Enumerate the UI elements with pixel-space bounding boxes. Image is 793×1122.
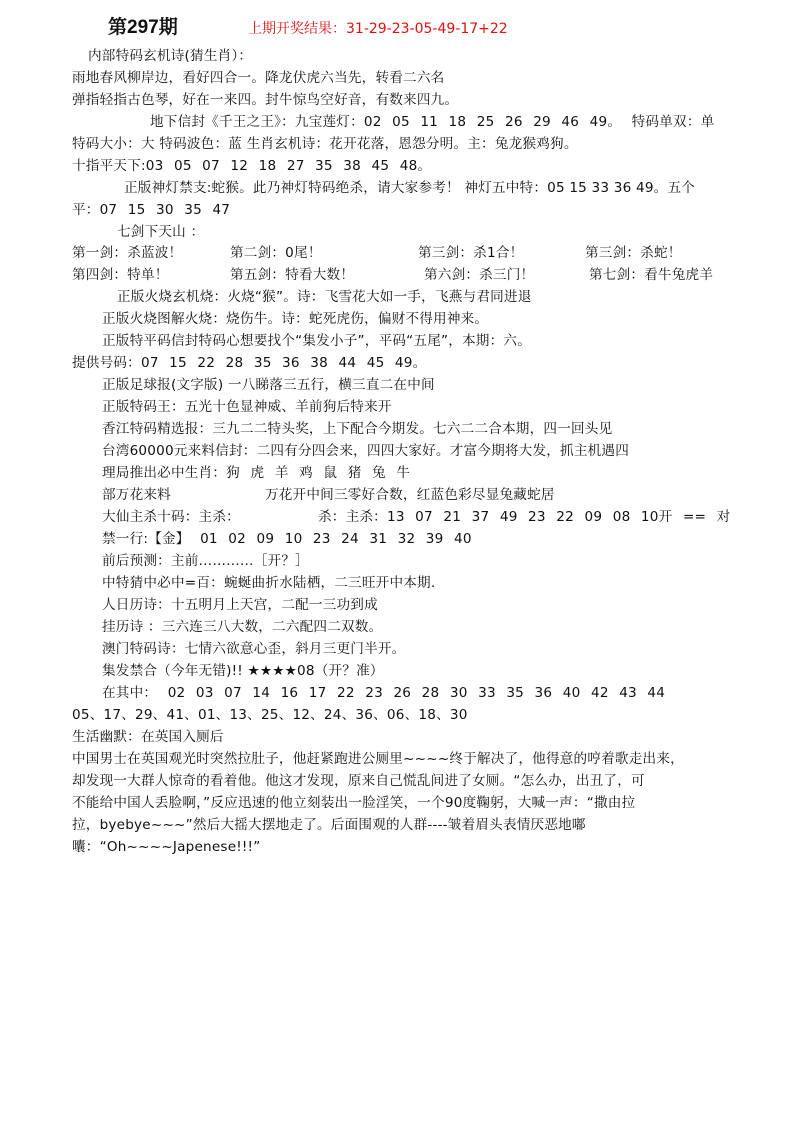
sword-item: 第三剑：杀1合！ [418, 245, 524, 261]
text-line: 05、17、29、41、01、13、25、12、24、36、06、18、30 [72, 707, 468, 723]
sword-item: 第七剑：看牛兔虎羊 [589, 267, 714, 283]
text-line: 正版特码王：五光十色显神威、羊前狗后特来开 [102, 399, 392, 415]
sword-item: 第六剑：杀三门！ [424, 267, 535, 283]
sword-item: 第四剑：特单！ [72, 267, 169, 283]
text-line: 中特猜中必中=百：蜿蜒曲折水陆栖，二三旺开中本期. [102, 575, 436, 591]
previous-result [248, 18, 508, 38]
text-line: 挂历诗 ：三六连三八大数，二六配四二双数。 [102, 619, 383, 635]
text-line: 弹指轻指古色琴，好在一来四。封牛惊鸟空好音，有数来四九。 [72, 92, 459, 108]
daxian-label: 大仙主杀十码：主杀： [102, 509, 240, 525]
section-heading: 内部特码玄机诗(猜生肖）： [88, 48, 253, 64]
text-line: 人日历诗：十五明月上天宫，二配一三功到成 [102, 597, 378, 613]
sword-item: 第五剑：特看大数！ [230, 267, 355, 283]
sword-item: 第三剑：杀蛇！ [585, 245, 682, 261]
daxian-text: 杀：主杀：13 07 21 37 49 23 22 09 08 10开 == 对 [318, 509, 731, 525]
text-line: 禁一行:【金】 01 02 09 10 23 24 31 32 39 40 [102, 531, 472, 547]
wanhua-text: 万花开中间三零好合数，红蓝色彩尽显兔藏蛇居 [265, 487, 555, 503]
sword-item: 第二剑：0尾！ [230, 245, 322, 261]
text-line: 台湾60000元来料信封：二四有分四会来，四四大家好。才富今期将大发，抓主机遇四 [102, 443, 630, 459]
issue-number: 第297期 [108, 17, 178, 38]
text-line: 集发禁合（今年无错)!! ★★★★08（开？准） [102, 663, 384, 679]
text-line: 中国男士在英国观光时突然拉肚子，他赶紧跑进公厕里~~~~终于解决了，他得意的哼着歌走出来， [72, 751, 684, 767]
text-line: 正版神灯禁支:蛇猴。此乃神灯特码绝杀，请大家参考！ 神灯五中特：05 15 33 36 49。五个 [124, 180, 696, 196]
text-line: 囔：“Oh~~~~Japenese!!!” [72, 839, 261, 855]
text-line: 正版足球报(文字版) 一八睇落三五行，横三直二在中间 [102, 377, 435, 393]
text-line: 正版火烧图解火烧：烧伤牛。诗：蛇死虎伤，偏财不得用神来。 [102, 311, 489, 327]
wanhua-label: 部万花来料 [102, 487, 171, 503]
text-line: 提供号码：07 15 22 28 35 36 38 44 45 49。 [72, 355, 427, 371]
sword-item: 第一剑：杀蓝波！ [72, 245, 183, 261]
text-line: 前后预测：主前…………［开？］ [102, 553, 309, 569]
text-line: 特码大小：大 特码波色：蓝 生肖玄机诗：花开花落，恩怨分明。主：兔龙猴鸡狗。 [72, 136, 578, 152]
text-line: 澳门特码诗：七情六欲意心歪，斜月三更门半开。 [102, 641, 406, 657]
text-line: 正版火烧玄机烧：火烧“猴”。诗：飞雪花大如一手，飞燕与君同进退 [117, 289, 532, 305]
text-line: 正版特平码信封特码心想要找个“集发小子”，平码“五尾”，本期：六。 [102, 333, 531, 349]
text-line: 拉，byebye~~~”然后大摇大摆地走了。后面围观的人群----皱着眉头表情厌恶地嘟 [72, 817, 586, 833]
text-line: 在其中： 02 03 07 14 16 17 22 23 26 28 30 33 35 36 40 42 43 44 [102, 685, 666, 701]
text-line: 平：07 15 30 35 47 [72, 202, 231, 218]
text-line: 雨地春风柳岸边，看好四合一。降龙伏虎六当先，转看二六名 [72, 70, 445, 86]
text-line: 地下信封《千王之王》：九宝莲灯：02 05 11 18 25 26 29 46 49。 特码单双：单 [150, 114, 715, 130]
text-line: 香江特码精选报：三九二二特头奖，上下配合今期发。七六二二合本期，四一回头见 [102, 421, 613, 437]
text-line: 十指平天下:03 05 07 12 18 27 35 38 45 48。 [72, 158, 432, 174]
text-line: 不能给中国人丢脸啊，”反应迅速的他立刻装出一脸淫笑，一个90度鞠躬，大喊一声：“撒由拉 [72, 795, 636, 811]
text-line: 却发现一大群人惊奇的看着他。他这才发现，原来自己慌乱间进了女厕。“怎么办，出丑了，可 [72, 773, 645, 789]
section-heading: 生活幽默：在英国入厕后 [72, 729, 224, 745]
text-line: 理局推出必中生肖：狗 虎 羊 鸡 鼠 猪 兔 牛 [102, 465, 411, 481]
result-label: 上期开奖结果： [248, 21, 346, 37]
result-numbers: 31-29-23-05-49-17+22 [346, 21, 508, 37]
section-heading: 七剑下天山 ： [117, 224, 205, 240]
